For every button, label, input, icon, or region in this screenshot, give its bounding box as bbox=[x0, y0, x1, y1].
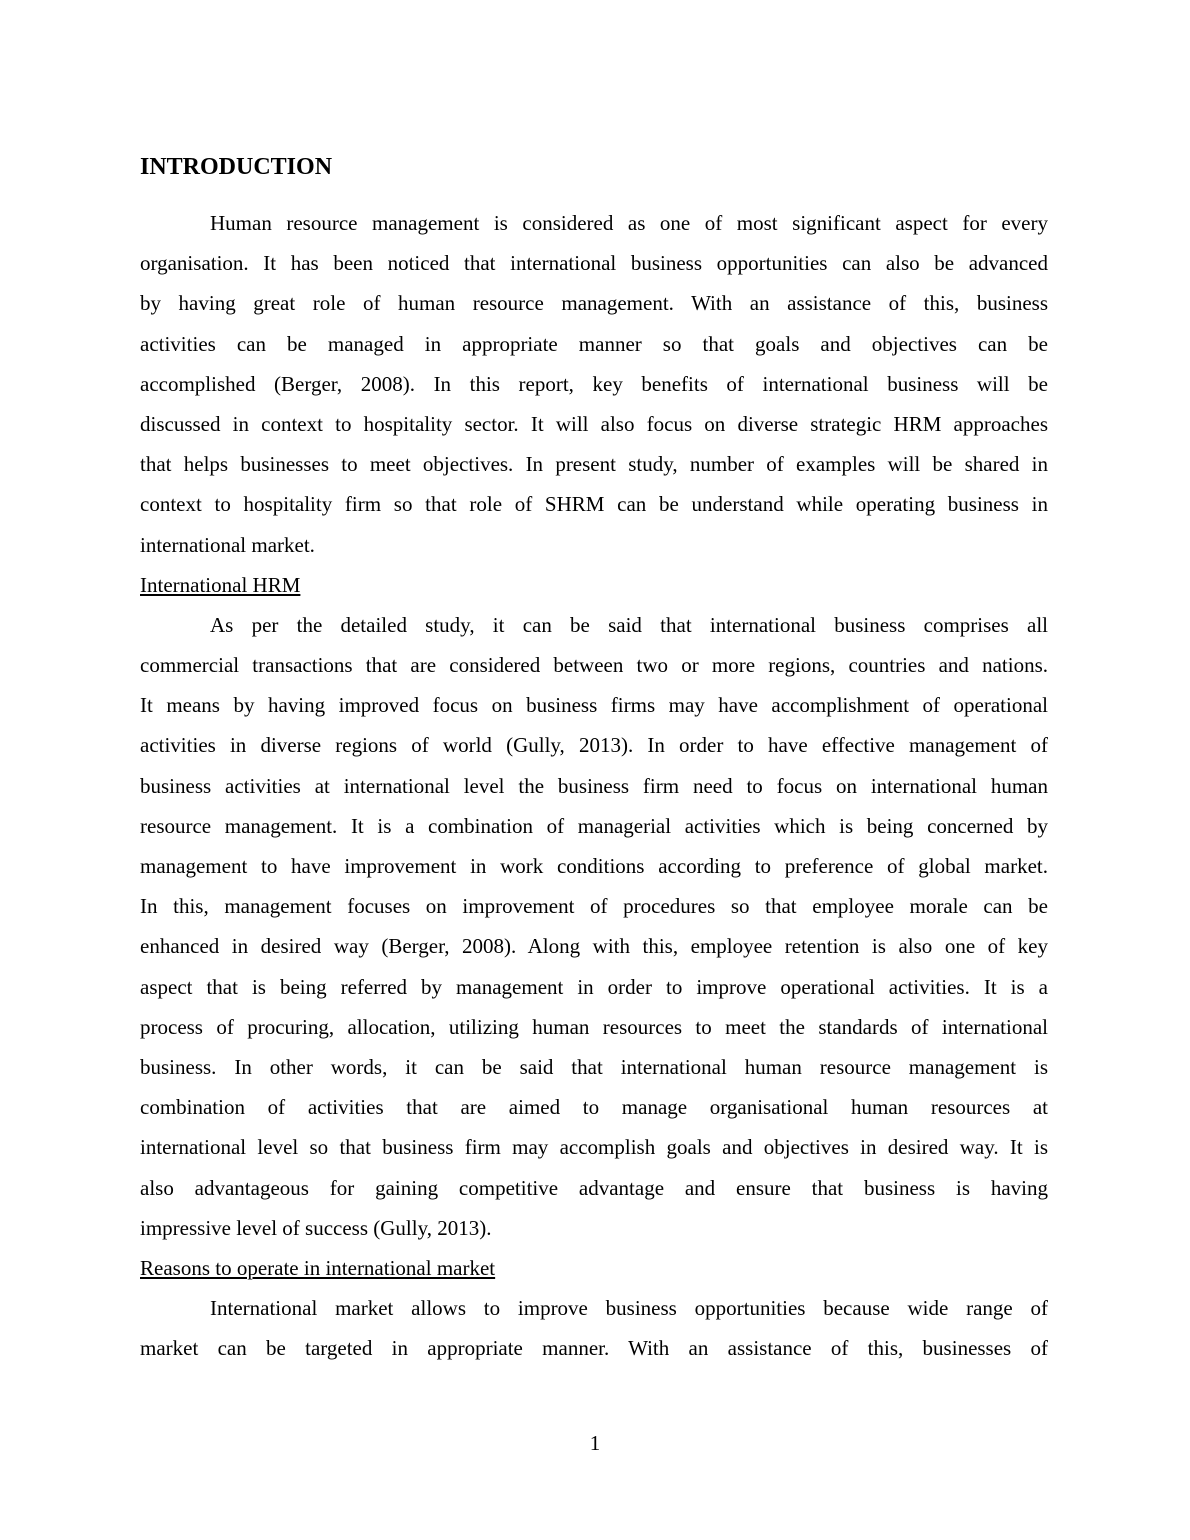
document-body bbox=[140, 203, 1048, 1368]
paragraph-line: business activities at international level the business firm need to focus on international human bbox=[140, 773, 1048, 798]
page-number: 1 bbox=[589, 1431, 601, 1455]
paragraph-line: process of procuring, allocation, utilizing human resources to meet the standards of international bbox=[140, 1014, 1048, 1039]
paragraph-line: commercial transactions that are considered between two or more regions, countries and nations. bbox=[140, 653, 1048, 678]
section-subheading: International HRM bbox=[140, 572, 301, 597]
paragraph-line: It means by having improved focus on business firms may have accomplishment of operational bbox=[140, 693, 1048, 718]
paragraph-line: enhanced in desired way (Berger, 2008). Along with this, employee retention is also one of key bbox=[140, 934, 1048, 959]
paragraph-line: accomplished (Berger, 2008). In this report, key benefits of international business will be bbox=[140, 371, 1048, 396]
page-title: INTRODUCTION bbox=[140, 154, 333, 180]
paragraph-line: business. In other words, it can be said that international human resource management is bbox=[140, 1054, 1048, 1079]
paragraph-line: international market. bbox=[140, 532, 315, 557]
paragraph-line: market can be targeted in appropriate manner. With an assistance of this, businesses of bbox=[140, 1336, 1048, 1361]
paragraph-line: aspect that is being referred by management in order to improve operational activities. It is a bbox=[140, 974, 1048, 999]
paragraph-line: organisation. It has been noticed that international business opportunities can also be advanced bbox=[140, 251, 1048, 276]
paragraph-line: that helps businesses to meet objectives. In present study, number of examples will be shared in bbox=[140, 452, 1048, 477]
section-subheading: Reasons to operate in international market bbox=[140, 1255, 496, 1280]
paragraph-line: International market allows to improve business opportunities because wide range of bbox=[210, 1296, 1048, 1321]
paragraph-line: discussed in context to hospitality sector. It will also focus on diverse strategic HRM approaches bbox=[140, 411, 1048, 436]
paragraph-line: also advantageous for gaining competitive advantage and ensure that business is having bbox=[140, 1175, 1048, 1200]
paragraph-line: management to have improvement in work conditions according to preference of global market. bbox=[140, 854, 1048, 878]
paragraph-line: context to hospitality firm so that role of SHRM can be understand while operating business in bbox=[140, 492, 1048, 517]
paragraph-line: activities can be managed in appropriate manner so that goals and objectives can be bbox=[140, 331, 1048, 356]
paragraph-line: impressive level of success (Gully, 2013). bbox=[140, 1215, 492, 1240]
paragraph-line: Human resource management is considered as one of most significant aspect for every bbox=[210, 211, 1048, 235]
paragraph-line: In this, management focuses on improvement of procedures so that employee morale can be bbox=[140, 894, 1048, 919]
paragraph-line: As per the detailed study, it can be said that international business comprises all bbox=[210, 612, 1048, 637]
paragraph-line: resource management. It is a combination of managerial activities which is being concerned by bbox=[140, 813, 1048, 838]
paragraph-line: activities in diverse regions of world (Gully, 2013). In order to have effective management of bbox=[140, 733, 1048, 758]
paragraph-line: by having great role of human resource management. With an assistance of this, business bbox=[140, 291, 1048, 316]
paragraph-line: international level so that business firm may accomplish goals and objectives in desired way. It is bbox=[140, 1135, 1048, 1160]
paragraph-line: combination of activities that are aimed to manage organisational human resources at bbox=[140, 1095, 1048, 1120]
